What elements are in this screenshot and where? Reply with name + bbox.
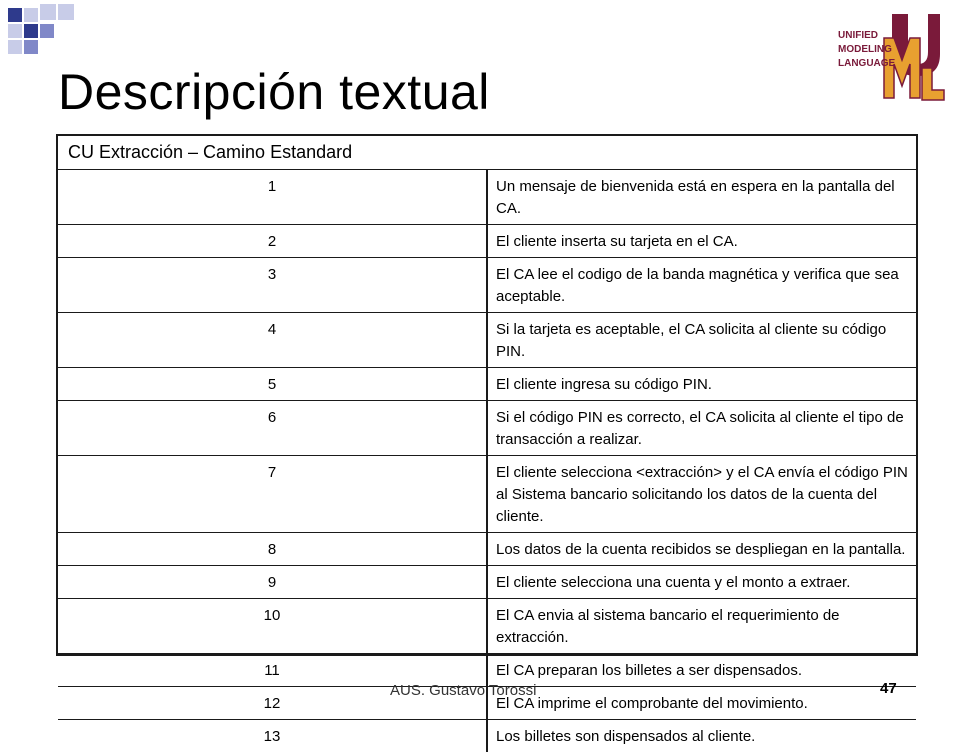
step-number: 7: [58, 456, 487, 533]
logo-text-modeling: MODELING: [838, 44, 892, 55]
step-number: 8: [58, 533, 487, 566]
page-number: 47: [880, 680, 897, 697]
deco-square: [24, 8, 38, 22]
table-row: [58, 258, 916, 313]
deco-square: [8, 24, 22, 38]
table-row: [58, 720, 916, 752]
step-number: 9: [58, 566, 487, 599]
table-row: [58, 533, 916, 566]
table-row: [58, 599, 916, 654]
table-body: [58, 170, 916, 752]
table-row: [58, 313, 916, 368]
step-number: 4: [58, 313, 487, 368]
step-text: El cliente selecciona <extracción> y el CA envía el código PIN al Sistema bancario solicitando los datos de la cuenta del cliente.: [487, 456, 916, 533]
step-text: El cliente inserta su tarjeta en el CA.: [487, 225, 916, 258]
step-text: Los billetes son dispensados al cliente.: [487, 720, 916, 752]
step-number: 6: [58, 401, 487, 456]
table-row: [58, 456, 916, 533]
deco-square: [58, 4, 74, 20]
table-row: [58, 566, 916, 599]
deco-square: [24, 40, 38, 54]
table-row: [58, 225, 916, 258]
deco-square: [40, 4, 56, 20]
step-text: El CA preparan los billetes a ser dispensados.: [487, 654, 916, 687]
table-row: [58, 368, 916, 401]
uml-logo: [834, 8, 946, 104]
step-text: El cliente selecciona una cuenta y el monto a extraer.: [487, 566, 916, 599]
step-number: 13: [58, 720, 487, 752]
step-number: 1: [58, 170, 487, 225]
step-text: El cliente ingresa su código PIN.: [487, 368, 916, 401]
table-row: [58, 401, 916, 456]
step-text: El CA envia al sistema bancario el requerimiento de extracción.: [487, 599, 916, 654]
deco-square: [24, 24, 38, 38]
step-text: El CA imprime el comprobante del movimiento.: [487, 687, 916, 720]
table-row: [58, 170, 916, 225]
step-text: Un mensaje de bienvenida está en espera en la pantalla del CA.: [487, 170, 916, 225]
step-number: 12: [58, 687, 487, 720]
step-number: 3: [58, 258, 487, 313]
deco-square: [8, 40, 22, 54]
step-number: 2: [58, 225, 487, 258]
step-text: Si la tarjeta es aceptable, el CA solicita al cliente su código PIN.: [487, 313, 916, 368]
step-text: Los datos de la cuenta recibidos se despliegan en la pantalla.: [487, 533, 916, 566]
use-case-table: [56, 134, 918, 656]
logo-text-unified: UNIFIED: [838, 30, 878, 41]
deco-square: [40, 24, 54, 38]
footer-author: AUS. Gustavo Torossi: [390, 682, 536, 699]
slide-title: Descripción textual: [58, 62, 490, 122]
table-header: CU Extracción – Camino Estandard: [58, 136, 916, 170]
step-text: Si el código PIN es correcto, el CA solicita al cliente el tipo de transacción a realizar.: [487, 401, 916, 456]
logo-text-language: LANGUAGE: [838, 58, 896, 69]
step-number: 11: [58, 654, 487, 687]
steps-table: [58, 136, 916, 752]
header-divider: [76, 0, 836, 2]
logo-text-tm: TM: [928, 62, 937, 68]
step-number: 10: [58, 599, 487, 654]
step-text: El CA lee el codigo de la banda magnética y verifica que sea aceptable.: [487, 258, 916, 313]
step-number: 5: [58, 368, 487, 401]
deco-square: [8, 8, 22, 22]
